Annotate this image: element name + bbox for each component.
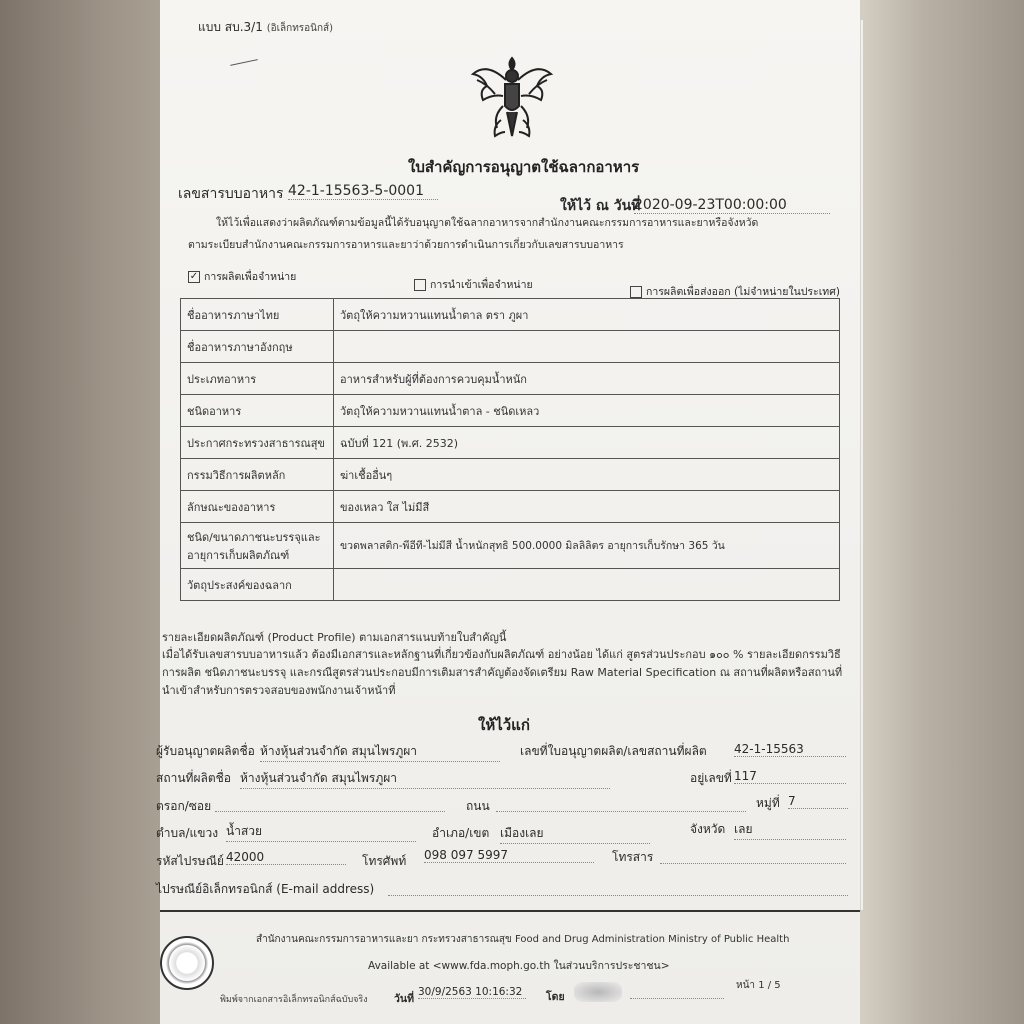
- print-by-label: โดย: [546, 991, 565, 1003]
- table-row: [181, 299, 840, 331]
- intro-line-2: ตามระเบียบสำนักงานคณะกรรมการอาหารและยาว่าด้วยการดำเนินการเกี่ยวกับเลขสารบบอาหาร: [188, 239, 624, 251]
- subdistrict-label: ตำบล/แขวง: [156, 826, 219, 840]
- email-value-blank: [388, 880, 848, 896]
- row-value: วัตถุให้ความหวานแทนน้ำตาล - ชนิดเหลว: [334, 395, 840, 427]
- province-label: จังหวัด: [690, 822, 726, 836]
- garuda-emblem-icon: [465, 50, 560, 145]
- background-right: [854, 0, 1024, 1024]
- subdistrict-value: น้ำสวย: [226, 822, 416, 842]
- lane-label: ตรอก/ซอย: [156, 799, 212, 813]
- road-label: ถนน: [466, 799, 490, 813]
- row-label: ประกาศกระทรวงสาธารณสุข: [181, 427, 334, 459]
- checkbox-export: การผลิตเพื่อส่งออก (ไม่จำหน่ายในประเทศ): [630, 283, 840, 300]
- table-row: [181, 491, 840, 523]
- moo-value: 7: [788, 794, 848, 809]
- row-label: ชนิด/ขนาดภาชนะบรรจุและอายุการเก็บผลิตภัณฑ์: [181, 523, 334, 569]
- background-left: [0, 0, 165, 1024]
- email-label: ไปรษณีย์อิเล็กทรอนิกส์ (E-mail address): [156, 882, 375, 896]
- license-number-value: 42-1-15563: [734, 742, 846, 757]
- row-label: ชื่ออาหารภาษาอังกฤษ: [181, 331, 334, 363]
- checkbox-empty-icon: [414, 279, 426, 291]
- footer-available-link[interactable]: Available at <www.fda.moph.go.th ในส่วนบริการประชาชน>: [368, 960, 670, 972]
- product-info-table: [180, 298, 840, 601]
- table-row: [181, 427, 840, 459]
- redacted-signer: [574, 981, 622, 1002]
- product-profile-line: รายละเอียดผลิตภัณฑ์ (Product Profile) ตามเอกสารแนบท้ายใบสำคัญนี้: [162, 631, 507, 644]
- licensee-label: ผู้รับอนุญาตผลิตชื่อ: [156, 744, 255, 758]
- house-number-value: 117: [734, 769, 846, 784]
- postcode-label: รหัสไปรษณีย์: [156, 854, 224, 868]
- fax-label: โทรสาร: [612, 850, 654, 864]
- row-label: ชนิดอาหาร: [181, 395, 334, 427]
- phone-label: โทรศัพท์: [362, 854, 407, 868]
- issued-value: 2020-09-23T00:00:00: [634, 197, 830, 214]
- row-value: ของเหลว ใส ไม่มีสี: [334, 491, 840, 523]
- print-note: พิมพ์จากเอกสารอิเล็กทรอนิกส์ฉบับจริง: [220, 995, 368, 1005]
- row-value: ฆ่าเชื้ออื่นๆ: [334, 459, 840, 491]
- checkbox-checked-icon: ✓: [189, 271, 199, 282]
- row-label: ชื่ออาหารภาษาไทย: [181, 299, 334, 331]
- table-row: [181, 331, 840, 363]
- serial-value: 42-1-15563-5-0001: [288, 183, 438, 200]
- house-number-label: อยู่เลขที่: [690, 771, 732, 785]
- fda-seal-icon: [160, 936, 214, 990]
- row-value: ฉบับที่ 121 (พ.ศ. 2532): [334, 427, 840, 459]
- row-label: ประเภทอาหาร: [181, 363, 334, 395]
- document-page: [156, 0, 860, 1024]
- checkbox-empty-icon: [630, 286, 642, 298]
- row-label: ลักษณะของอาหาร: [181, 491, 334, 523]
- footer-divider: [160, 910, 860, 912]
- row-value: วัตถุให้ความหวานแทนน้ำตาล ตรา ภูผา: [334, 299, 840, 331]
- row-value: ขวดพลาสติก-พีอีที-ไม่มีสี น้ำหนักสุทธิ 500.0000 มิลลิลิตร อายุการเก็บรักษา 365 วัน: [334, 523, 840, 569]
- fax-value-blank: [660, 848, 846, 864]
- site-label: สถานที่ผลิตชื่อ: [156, 771, 231, 785]
- table-row: [181, 569, 840, 601]
- print-date-label: วันที่: [394, 993, 414, 1005]
- print-date-value: 30/9/2563 10:16:32: [418, 986, 526, 999]
- footer-agency: สำนักงานคณะกรรมการอาหารและยา กระทรวงสาธารณสุข Food and Drug Administration Ministry of Public Health: [256, 934, 790, 945]
- moo-label: หมู่ที่: [756, 796, 780, 810]
- document-title: ใบสำคัญการอนุญาตใช้ฉลากอาหาร: [408, 158, 640, 176]
- table-row: [181, 363, 840, 395]
- serial-label: เลขสารบบอาหาร: [178, 186, 284, 202]
- table-row: [181, 523, 840, 569]
- blurred-name: [574, 982, 622, 1002]
- table-row: [181, 459, 840, 491]
- row-value: [334, 569, 840, 601]
- phone-value: 098 097 5997: [424, 848, 594, 863]
- checkbox-produce-for-sale: ✓ การผลิตเพื่อจำหน่าย: [189, 271, 297, 283]
- page-number: หน้า 1 / 5: [736, 980, 781, 991]
- form-code: แบบ สบ.3/1 (อิเล็กทรอนิกส์): [198, 20, 334, 34]
- row-label: กรรมวิธีการผลิตหลัก: [181, 459, 334, 491]
- lane-value-blank: [215, 797, 445, 812]
- pen-mark: [230, 59, 258, 66]
- given-to-heading: ให้ไว้แก่: [478, 716, 530, 734]
- postcode-value: 42000: [226, 850, 346, 865]
- province-value: เลย: [734, 820, 846, 840]
- row-label: วัตถุประสงค์ของฉลาก: [181, 569, 334, 601]
- row-value: [334, 331, 840, 363]
- table-row: [181, 395, 840, 427]
- intro-line-1: ให้ไว้เพื่อแสดงว่าผลิตภัณฑ์ตามข้อมูลนี้ได้รับอนุญาตใช้ฉลากอาหารจากสำนักงานคณะกรรมการอาหารและยาหรือจังหวัด: [216, 217, 759, 229]
- row-value: อาหารสำหรับผู้ที่ต้องการควบคุมน้ำหนัก: [334, 363, 840, 395]
- district-label: อำเภอ/เขต: [432, 826, 490, 840]
- signer-line: [630, 984, 724, 999]
- road-value-blank: [496, 797, 746, 812]
- notice-paragraph: เมื่อได้รับเลขสารบบอาหารแล้ว ต้องมีเอกสารและหลักฐานที่เกี่ยวข้องกับผลิตภัณฑ์ อย่างน้อย ได้แก่ สูตรส่วนประกอบ ๑๐๐ % รายละเอียดกรรมวิธีการผลิต ชนิดภาชนะบรรจุ และกรณีสูตรส่วนประกอบมีการเติมสารสำคัญต้องจัดเตรียม Raw Material Specification ณ สถานที่ผลิตหรือสถานที่นำเข้าสำหรับการตรวจสอบของพนักงานเจ้าหน้าที่: [162, 648, 843, 697]
- issued-label: ให้ไว้ ณ วันที่: [560, 198, 641, 214]
- license-number-label: เลขที่ใบอนุญาตผลิต/เลขสถานที่ผลิต: [520, 744, 707, 758]
- district-value: เมืองเลย: [500, 824, 650, 844]
- licensee-value: ห้างหุ้นส่วนจำกัด สมุนไพรภูผา: [260, 742, 500, 762]
- checkbox-import-for-sale: การนำเข้าเพื่อจำหน่าย: [414, 276, 533, 293]
- site-value: ห้างหุ้นส่วนจำกัด สมุนไพรภูผา: [240, 769, 610, 789]
